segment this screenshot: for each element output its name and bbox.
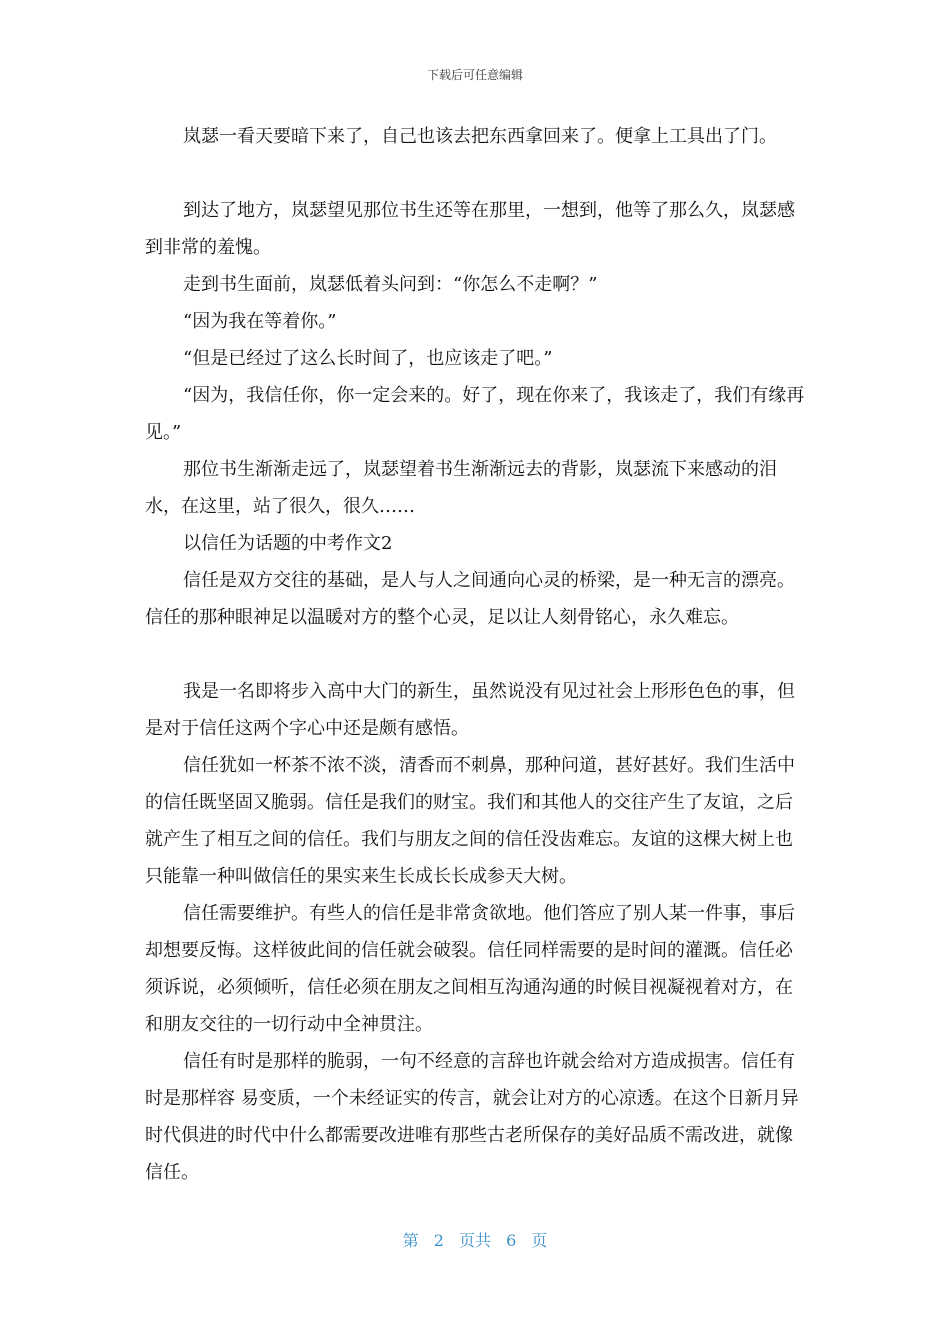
paragraph-8: 信任是双方交往的基础，是人与人之间通向心灵的桥梁，是一种无言的漂亮。信任的那种眼神足以温暖对方的整个心灵，足以让人刻骨铭心，永久难忘。 bbox=[145, 570, 795, 628]
page-footer: 第 2 页共 6 页 bbox=[402, 1231, 548, 1250]
document-body bbox=[145, 118, 810, 1191]
paragraph-6: “因为，我信任你，你一定会来的。好了，现在你来了，我该走了，我们有缘再见。” bbox=[145, 385, 805, 443]
paragraph-7: 那位书生渐渐走远了，岚瑟望着书生渐渐远去的背影，岚瑟流下来感动的泪水，在这里，站了很久，很久…… bbox=[145, 459, 777, 517]
paragraph-2: 到达了地方，岚瑟望见那位书生还等在那里，一想到，他等了那么久，岚瑟感到非常的羞愧。 bbox=[145, 200, 795, 258]
page-header: 下载后可任意编辑 bbox=[426, 68, 523, 82]
paragraph-4: “因为我在等着你。” bbox=[183, 311, 337, 332]
paragraph-5: “但是已经过了这么长时间了，也应该走了吧。” bbox=[183, 348, 553, 369]
paragraph-11: 信任需要维护。有些人的信任是非常贪欲地。他们答应了别人某一件事，事后却想要反悔。这样彼此间的信任就会破裂。信任同样需要的是时间的灌溉。信任必须诉说，必须倾听，信任必须在朋友之间相互沟通沟通的时候目视凝视着对方，在和朋友交往的一切行动中全神贯注。 bbox=[145, 903, 795, 1035]
paragraph-3: 走到书生面前，岚瑟低着头问到：“你怎么不走啊？” bbox=[183, 274, 598, 295]
section-heading: 以信任为话题的中考作文2 bbox=[183, 533, 393, 554]
paragraph-9: 我是一名即将步入高中大门的新生，虽然说没有见过社会上形形色色的事，但是对于信任这两个字心中还是颇有感悟。 bbox=[145, 681, 795, 739]
paragraph-12: 信任有时是那样的脆弱，一句不经意的言辞也许就会给对方造成损害。信任有时是那样容 易变质，一个未经证实的传言，就会让对方的心凉透。在这个日新月异时代俱进的时代中什么都需要改进唯有那些古老所保存的美好品质不需改进，就像信任。 bbox=[145, 1051, 799, 1183]
paragraph-1: 岚瑟一看天要暗下来了，自己也该去把东西拿回来了。便拿上工具出了门。 bbox=[183, 126, 777, 147]
paragraph-10: 信任犹如一杯茶不浓不淡，清香而不刺鼻，那种问道，甚好甚好。我们生活中的信任既坚固又脆弱。信任是我们的财宝。我们和其他人的交往产生了友谊，之后就产生了相互之间的信任。我们与朋友之间的信任没齿难忘。友谊的这棵大树上也只能靠一种叫做信任的果实来生长成长长成参天大树。 bbox=[145, 755, 795, 887]
